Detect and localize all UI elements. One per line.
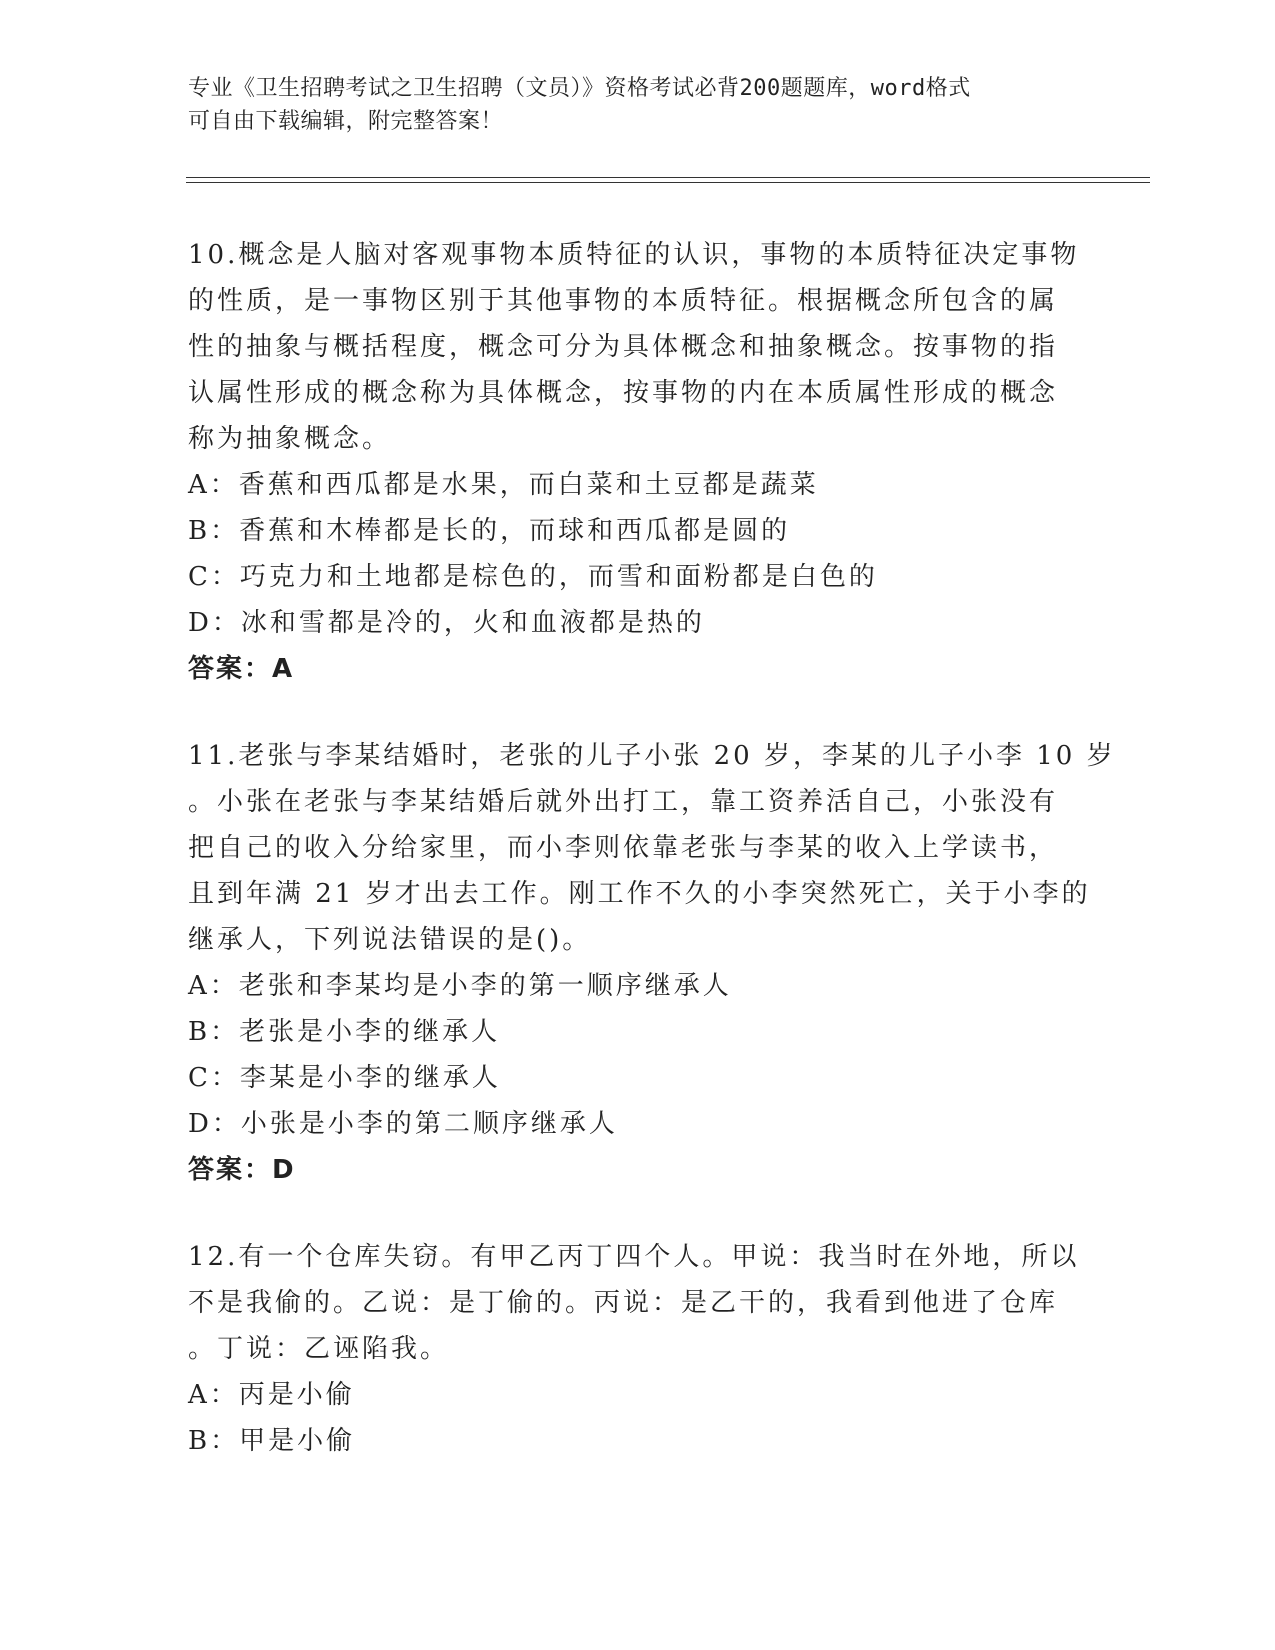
header-subtitle-line: 可自由下载编辑，附完整答案！ <box>188 109 504 134</box>
question-stem <box>188 1234 1088 1372</box>
stem-line: 认属性形成的概念称为具体概念，按事物的内在本质属性形成的概念 <box>188 378 1059 408</box>
header-title-line: 专业《卫生招聘考试之卫生招聘（文员）》资格考试必背200题题库，word格式 <box>188 76 971 101</box>
option-b: B：香蕉和木棒都是长的，而球和西瓜都是圆的 <box>188 516 791 546</box>
stem-line: 把自己的收入分给家里，而小李则依靠老张与李某的收入上学读书， <box>188 833 1059 863</box>
option-b: B：甲是小偷 <box>188 1426 356 1456</box>
stem-line: 继承人，下列说法错误的是()。 <box>188 925 592 955</box>
option-a: A：丙是小偷 <box>188 1380 355 1410</box>
option-a: A：香蕉和西瓜都是水果，而白菜和土豆都是蔬菜 <box>188 470 819 500</box>
option-c: C：李某是小李的继承人 <box>188 1063 501 1093</box>
stem-line: 10.概念是人脑对客观事物本质特征的认识，事物的本质特征决定事物 <box>188 240 1080 270</box>
question-12 <box>188 1234 1088 1464</box>
stem-line: 不是我偷的。乙说：是丁偷的。丙说：是乙干的，我看到他进了仓库 <box>188 1288 1059 1318</box>
option-b: B：老张是小李的继承人 <box>188 1017 501 1047</box>
question-stem <box>188 733 1116 963</box>
header-divider-bottom <box>186 182 1150 183</box>
header-divider-top <box>186 177 1150 178</box>
option-d: D：冰和雪都是冷的，火和血液都是热的 <box>188 608 705 638</box>
stem-line: 。丁说：乙诬陷我。 <box>188 1334 450 1364</box>
option-c: C：巧克力和土地都是棕色的，而雪和面粉都是白色的 <box>188 562 878 592</box>
question-10 <box>188 232 1088 692</box>
stem-line: 且到年满 21 岁才出去工作。刚工作不久的小李突然死亡，关于小李的 <box>188 879 1091 909</box>
document-header <box>188 72 1068 138</box>
option-d: D：小张是小李的第二顺序继承人 <box>188 1109 618 1139</box>
stem-line: 12.有一个仓库失窃。有甲乙丙丁四个人。甲说：我当时在外地，所以 <box>188 1242 1080 1272</box>
question-list <box>188 232 1116 1505</box>
stem-line: 11.老张与李某结婚时，老张的儿子小张 20 岁，李某的儿子小李 10 岁 <box>188 741 1116 771</box>
stem-line: 。小张在老张与李某结婚后就外出打工，靠工资养活自己，小张没有 <box>188 787 1059 817</box>
option-a: A：老张和李某均是小李的第一顺序继承人 <box>188 971 732 1001</box>
stem-line: 性的抽象与概括程度，概念可分为具体概念和抽象概念。按事物的指 <box>188 332 1059 362</box>
question-11 <box>188 733 1116 1193</box>
answer-text: 答案：A <box>188 654 295 684</box>
stem-line: 的性质，是一事物区别于其他事物的本质特征。根据概念所包含的属 <box>188 286 1059 316</box>
answer-text: 答案：D <box>188 1155 296 1185</box>
question-stem <box>188 232 1088 462</box>
stem-line: 称为抽象概念。 <box>188 424 392 454</box>
